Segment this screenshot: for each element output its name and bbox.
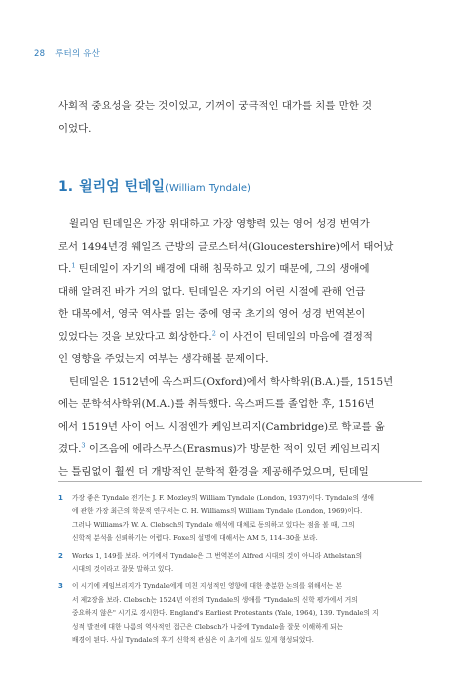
- text-line: 있었다는 것을 보았다고 회상한다.$^2$ 이 사건이 틴데일의 마음에 결정적: [58, 329, 373, 343]
- footnote-line: 배경이 된다. 사실 Tyndale의 후기 신학적 관심은 이 초기에 실도 있게 형성되었다.: [72, 636, 314, 645]
- text-line: 에서 1519년 사이 어느 시점엔가 케임브리지(Cambridge)로 학교를 옮: [58, 420, 385, 433]
- text-line: 이었다.: [58, 122, 92, 135]
- section-number: 1.: [58, 179, 74, 195]
- footnote: [58, 550, 424, 577]
- text-line: 에는 문학석사학위(M.A.)를 취득했다. 옥스퍼드를 졸업한 후, 1516년: [58, 398, 375, 410]
- footnote-line: 이 시기에 케임브리지가 Tyndale에게 미친 지성적인 영향에 대한 충분한 논의를 위해서는 본: [72, 582, 342, 591]
- section-title-english: (William Tyndale): [165, 183, 251, 194]
- footnote-line: 에 관한 가장 최근의 학문적 연구서는 C. H. Williams의 William Tyndale (London, 1969)이다.: [72, 507, 363, 516]
- text-line: 대해 알려진 바가 거의 없다. 틴데일은 자기의 어린 시절에 관해 언급: [58, 285, 366, 298]
- book-title: 루터의 유산: [55, 49, 101, 59]
- footnote-line: 서 제2장을 보라. Clebsch는 1524년 이전의 Tyndale의 생애를 "Tyndale의 신학 평가에서 거의: [72, 595, 358, 604]
- text-line: 사회적 중요성을 갖는 것이었고, 기꺼이 궁극적인 대가를 치를 만한 것: [58, 100, 373, 112]
- text-line: 는 틀림없이 훨씬 더 개방적인 문학적 환경을 제공해주었으며, 틴데일: [58, 465, 369, 478]
- footnote-number: 3: [58, 582, 63, 591]
- text-line: 로서 1494년경 웨일즈 근방의 글로스터셔(Gloucestershire)에서 태어났: [58, 240, 394, 253]
- page-number: 28: [34, 49, 46, 59]
- footnotes: [58, 492, 424, 651]
- running-head: [34, 47, 100, 59]
- footnote: [58, 492, 424, 546]
- footnote-line: 그러나 Williams가 W. A. Clebsch의 Tyndale 해석에 대체로 동의하고 있다는 점을 볼 때, 그의: [72, 520, 355, 529]
- text-line: 틴데일은 1512년에 옥스퍼드(Oxford)에서 학사학위(B.A.)를, 1515년: [69, 375, 394, 388]
- footnote-line: 중요하지 않은" 시기로 경시한다. England's Earliest Protestants (Yale, 1964), 139. Tyndale의 지: [72, 609, 379, 618]
- intro-paragraph: [58, 95, 425, 140]
- footnote: [58, 580, 424, 647]
- footnote-line: 시대의 것이라고 잘못 말하고 있다.: [72, 565, 174, 574]
- text-line: 한 대목에서, 영국 역사를 읽는 중에 영국 초기의 영어 성경 번역본이: [58, 308, 366, 320]
- text-line: 인 영향을 주었는지 여부는 생각해볼 문제이다.: [58, 353, 269, 365]
- footnote-line: Works 1, 149를 보라. 여기에서 Tyndale은 그 번역본이 Alfred 시대의 것이 아니라 Athelstan의: [72, 551, 363, 560]
- footnote-line: 신학적 분석을 신뢰하기는 어렵다. Foxe의 설명에 대해서는 AM 5, 114–30을 보라.: [72, 534, 318, 543]
- text-line: 겼다.$^3$ 이즈음에 에라스무스(Erasmus)가 방문한 적이 있던 케임브리지: [58, 441, 381, 455]
- section-heading: [58, 176, 251, 196]
- footnote-line: 가장 좋은 Tyndale 전기는 J. F. Mozley의 William Tyndale (London, 1937)이다. Tyndale의 생애: [72, 494, 375, 502]
- footnote-line: 성적 발전에 대한 나름의 역사적인 접근은 Clebsch가 나중에 Tyndale을 잘못 이해하게 되는: [72, 622, 344, 631]
- text-line: 다.$^1$ 틴데일이 자기의 배경에 대해 침묵하고 있기 때문에, 그의 생애에: [58, 261, 370, 275]
- footnote-ref[interactable]: 1: [71, 261, 76, 270]
- body-paragraphs: [58, 213, 425, 483]
- footnote-ref[interactable]: 3: [81, 441, 86, 450]
- footnote-divider: [58, 481, 422, 482]
- footnote-number: 2: [58, 551, 63, 560]
- section-title-korean: 윌리엄 틴데일: [79, 179, 166, 195]
- footnote-number: 1: [58, 494, 63, 502]
- footnote-ref[interactable]: 2: [211, 329, 216, 338]
- text-line: 윌리엄 틴데일은 가장 위대하고 가장 영향력 있는 영어 성경 번역가: [69, 218, 370, 230]
